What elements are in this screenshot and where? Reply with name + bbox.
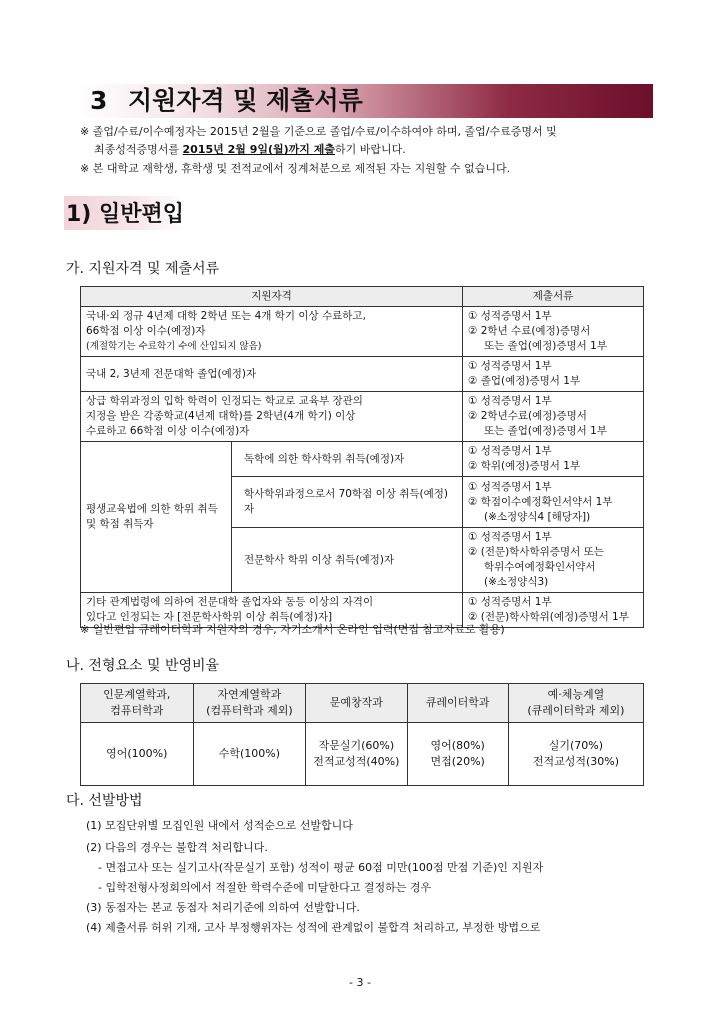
qual-line: 지정을 받은 각종학교(4년제 대학)를 2학년(4개 학기) 이상 bbox=[86, 410, 356, 422]
qualification-table bbox=[80, 286, 644, 628]
doc-line: (※소정양식3) bbox=[484, 576, 549, 588]
method-item-2a: - 면접고사 또는 실기고사(작문실기 포함) 성적이 평균 60점 미만(100점 만점 기준)인 지원자 bbox=[98, 861, 544, 874]
ratio-cell bbox=[407, 723, 508, 786]
qual-line: 수료하고 66학점 이상 이수(예정)자 bbox=[86, 425, 250, 437]
header-line: 자연계열학과 bbox=[217, 688, 282, 701]
curator-footnote: ※ 일반편입 큐레이터학과 지원자의 경우, 자기소개서 온라인 입력(면접 참고자료로 활용) bbox=[80, 623, 505, 636]
group-cell: 평생교육법에 의한 학위 취득 및 학점 취득자 bbox=[81, 442, 232, 593]
header-line: 예·체능계열 bbox=[547, 688, 605, 701]
table-header-row bbox=[81, 287, 644, 307]
documents-cell bbox=[463, 477, 644, 528]
ratio-table bbox=[80, 683, 644, 786]
doc-line: (※소정양식4 [해당자]) bbox=[484, 510, 591, 523]
qualification-cell bbox=[81, 392, 463, 442]
documents-cell bbox=[463, 357, 644, 392]
table-row bbox=[81, 307, 644, 357]
documents-cell bbox=[463, 442, 644, 477]
note-deadline-date: 2015년 2월 9일(월)까지 제출 bbox=[182, 143, 335, 156]
ratio-cell bbox=[508, 723, 643, 786]
note-deadline bbox=[94, 142, 406, 158]
qualification-cell bbox=[81, 307, 463, 357]
qualification-cell: 전문학사 학위 이상 취득(예정)자 bbox=[232, 528, 463, 593]
header-sciences bbox=[193, 684, 306, 723]
ratio-line: 전적교성적(40%) bbox=[313, 755, 400, 768]
header-line: (큐레이터학과 제외) bbox=[527, 704, 625, 717]
table-row bbox=[81, 392, 644, 442]
ratio-line: 실기(70%) bbox=[548, 739, 604, 752]
qual-line: (계절학기는 수료학기 수에 산입되지 않음) bbox=[86, 341, 262, 352]
ratio-cell: 수학(100%) bbox=[193, 723, 306, 786]
header-line: 인문계열학과, bbox=[103, 688, 171, 701]
doc-line: ① 성적증명서 1부 bbox=[468, 310, 552, 322]
method-item-2: (2) 다음의 경우는 불합격 처리합니다. bbox=[86, 841, 268, 854]
method-item-4: (4) 제출서류 허위 기재, 고사 부정행위자는 성적에 관계없이 불합격 처리하고, 부정한 방법으로 bbox=[86, 921, 541, 934]
ratio-line: 영어(80%) bbox=[430, 739, 485, 752]
part-a-heading: 가. 지원자격 및 제출서류 bbox=[66, 261, 220, 277]
note-graduation: ※ 졸업/수료/이수예정자는 2015년 2월을 기준으로 졸업/수료/이수하여야 하며, 졸업/수료증명서 및 bbox=[80, 125, 557, 138]
qual-line: 기타 관계법령에 의하여 전문대학 졸업자와 동등 이상의 자격이 bbox=[86, 596, 374, 608]
header-humanities bbox=[81, 684, 194, 723]
qual-line: 66학점 이상 이수(예정)자 bbox=[86, 325, 206, 337]
doc-line: ① 성적증명서 1부 bbox=[468, 596, 552, 608]
section-title-text: 지원자격 및 제출서류 bbox=[128, 86, 363, 115]
ratio-line: 작문실기(60%) bbox=[318, 739, 395, 752]
doc-line: ② (전문)학사학위증명서 또는 bbox=[468, 546, 604, 558]
doc-line: ② 2학년 수료(예정)증명서 bbox=[468, 325, 591, 337]
doc-line: ② 학점이수예정확인서약서 1부 bbox=[468, 495, 613, 508]
header-line: (컴퓨터학과 제외) bbox=[206, 704, 293, 717]
ratio-line: 전적교성적(30%) bbox=[532, 755, 619, 768]
doc-line: 또는 졸업(예정)증명서 1부 bbox=[484, 425, 607, 437]
doc-line: ① 성적증명서 1부 bbox=[468, 445, 552, 457]
table-header-row bbox=[81, 684, 644, 723]
qual-line: 있다고 인정되는 자 [전문학사학위 이상 취득(예정)자] bbox=[86, 611, 333, 623]
documents-cell bbox=[463, 307, 644, 357]
doc-line: ② 졸업(예정)증명서 1부 bbox=[468, 375, 581, 387]
subsection-title: 1) 일반편입 bbox=[66, 202, 185, 227]
doc-line: 또는 졸업(예정)증명서 1부 bbox=[484, 340, 607, 352]
table-row bbox=[81, 442, 644, 477]
qualification-cell: 학사학위과정으로서 70학점 이상 취득(예정)자 bbox=[232, 477, 463, 528]
qual-line: 국내·외 정규 4년제 대학 2학년 또는 4개 학기 이상 수료하고, bbox=[86, 310, 366, 322]
qualification-cell: 국내 2, 3년제 전문대학 졸업(예정)자 bbox=[81, 357, 463, 392]
table-row bbox=[81, 723, 644, 786]
method-item-3: (3) 동점자는 본교 동점자 처리기준에 의하여 선발합니다. bbox=[86, 901, 360, 914]
method-item-2b: - 입학전형사정회의에서 적절한 학력수준에 미달한다고 결정하는 경우 bbox=[98, 881, 432, 894]
documents-cell bbox=[463, 528, 644, 593]
doc-line: 학위수여예정확인서약서 bbox=[484, 561, 596, 573]
qual-line: 상급 학위과정의 입학 학력이 인정되는 학교로 교육부 장관의 bbox=[86, 395, 363, 407]
part-c-heading: 다. 선발방법 bbox=[66, 793, 143, 809]
doc-line: ② 2학년수료(예정)증명서 bbox=[468, 410, 587, 422]
doc-line: ① 성적증명서 1부 bbox=[468, 480, 552, 493]
doc-line: ① 성적증명서 1부 bbox=[468, 360, 552, 372]
col-documents: 제출서류 bbox=[463, 287, 644, 307]
part-b-heading: 나. 전형요소 및 반영비율 bbox=[66, 658, 220, 674]
section-title bbox=[90, 84, 363, 118]
doc-line: ② (전문)학사학위(예정)증명서 1부 bbox=[468, 611, 629, 623]
header-arts bbox=[508, 684, 643, 723]
table-row bbox=[81, 357, 644, 392]
note-deadline-post: 하기 바랍니다. bbox=[335, 143, 406, 156]
page-number: - 3 - bbox=[349, 976, 371, 989]
ratio-cell bbox=[306, 723, 407, 786]
method-item-1: (1) 모집단위별 모집인원 내에서 성적순으로 선발합니다 bbox=[86, 819, 353, 832]
ratio-cell: 영어(100%) bbox=[81, 723, 194, 786]
section-number: 3 bbox=[90, 86, 108, 115]
header-creative-writing: 문예창작과 bbox=[306, 684, 407, 723]
documents-cell bbox=[463, 392, 644, 442]
doc-line: ② 학위(예정)증명서 1부 bbox=[468, 460, 581, 472]
qualification-cell: 독학에 의한 학사학위 취득(예정)자 bbox=[232, 442, 463, 477]
doc-line: ① 성적증명서 1부 bbox=[468, 395, 552, 407]
doc-line: ① 성적증명서 1부 bbox=[468, 531, 552, 543]
ratio-line: 면접(20%) bbox=[430, 755, 485, 768]
col-qualification: 지원자격 bbox=[81, 287, 463, 307]
note-deadline-pre: 최종성적증명서를 bbox=[94, 143, 183, 156]
header-line: 컴퓨터학과 bbox=[110, 704, 164, 717]
header-curator: 큐레이터학과 bbox=[407, 684, 508, 723]
note-discipline: ※ 본 대학교 재학생, 휴학생 및 전적교에서 징계처분으로 제적된 자는 지원할 수 없습니다. bbox=[80, 162, 511, 175]
